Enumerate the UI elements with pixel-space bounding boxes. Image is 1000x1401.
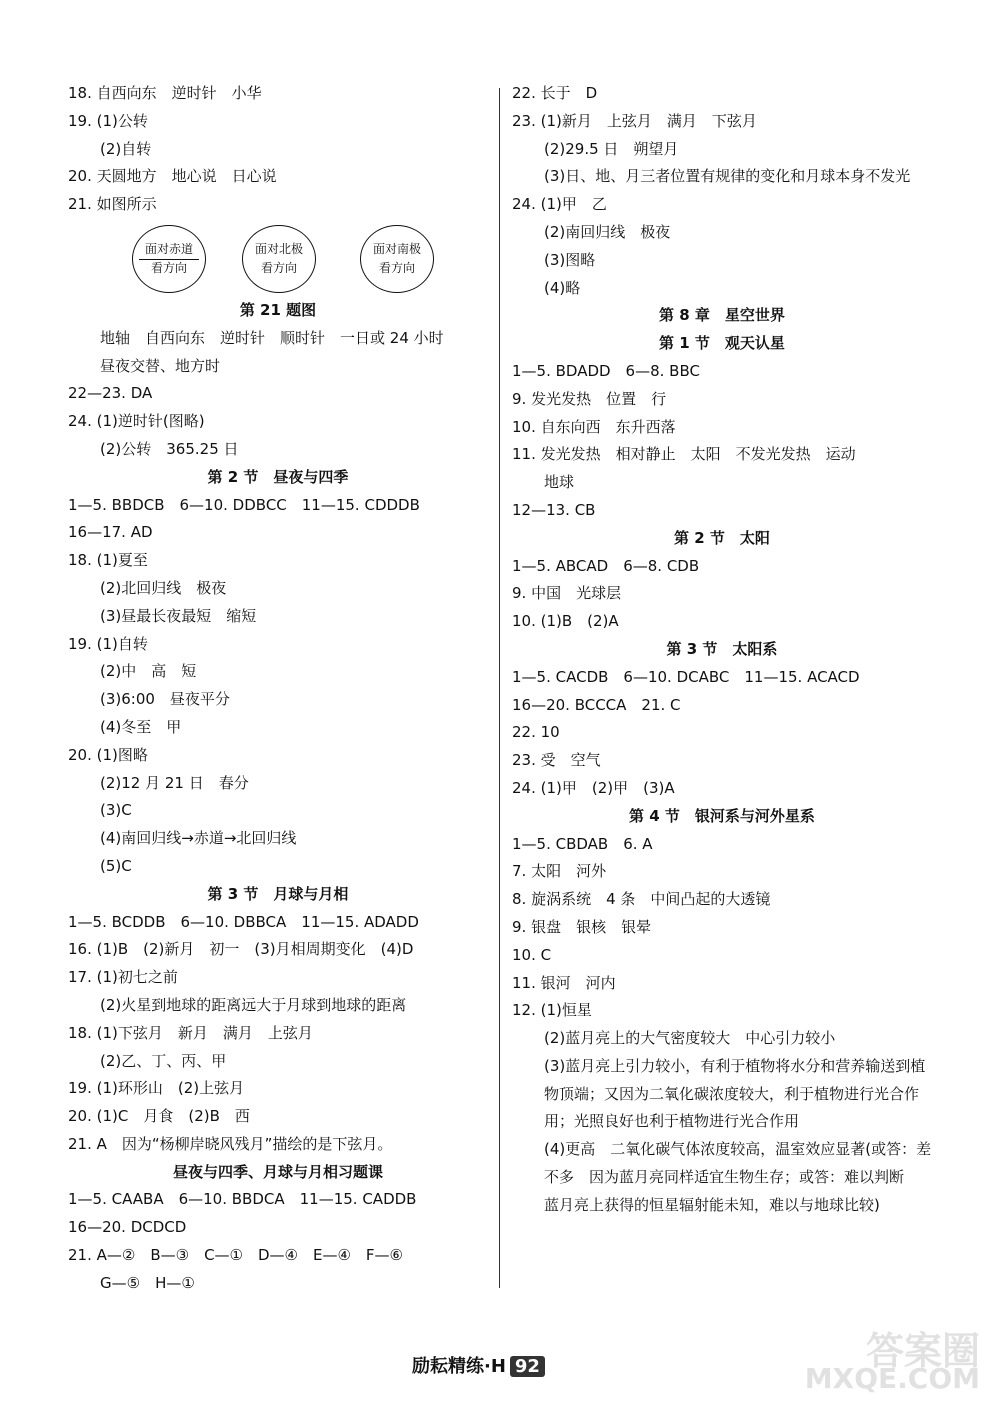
answer-line: 22—23. DA (68, 384, 153, 403)
answer-line: (5)C (100, 856, 132, 875)
answer-line: (2)蓝月亮上的大气密度较大 中心引力较小 (544, 1029, 836, 1048)
answer-line: 9. 发光发热 位置 行 (512, 389, 667, 408)
answer-line: 10. 自东向西 东升西落 (512, 417, 676, 436)
watermark-logo: 答案圈 (865, 1329, 980, 1373)
answer-line: 18. (1)下弦月 新月 满月 上弦月 (68, 1023, 313, 1042)
answer-line: 21. A 因为“杨柳岸晓风残月”描绘的是下弦月。 (68, 1134, 393, 1153)
answer-line: G—⑤ H—① (100, 1273, 195, 1292)
section-heading: 第 2 节 昼夜与四季 (207, 467, 349, 486)
answer-line: 11. 银河 河内 (512, 973, 616, 992)
answer-line: 1—5. BCDDB 6—10. DBBCA 11—15. ADADD (68, 912, 419, 931)
answer-line: 20. (1)C 月食 (2)B 西 (68, 1107, 250, 1126)
answer-line: (2)自转 (100, 139, 152, 158)
answer-line: 16—20. DCDCD (68, 1218, 187, 1237)
answer-line: 16—20. BCCCA 21. C (512, 695, 681, 714)
answer-line: 1—5. CBDAB 6. A (512, 834, 653, 853)
circle-label: 看方向 (260, 260, 297, 275)
answer-line: (4)南回归线→赤道→北回归线 (100, 829, 297, 848)
column-divider (499, 88, 500, 1288)
answer-line: 20. 天圆地方 地心说 日心说 (68, 167, 277, 186)
answer-line: 9. 中国 光球层 (512, 584, 622, 603)
answer-line: 23. 受 空气 (512, 751, 601, 770)
section-heading: 第 1 节 观天认星 (659, 334, 785, 353)
answer-line: 10. C (512, 945, 552, 964)
answer-line: (3)C (100, 801, 132, 820)
answer-line: 16. (1)B (2)新月 初一 (3)月相周期变化 (4)D (68, 940, 414, 959)
answer-line: 1—5. BBDCB 6—10. DDBCC 11—15. CDDDB (68, 495, 420, 514)
answer-line: 24. (1)甲 乙 (512, 195, 607, 214)
answer-line: 7. 太阳 河外 (512, 862, 607, 881)
section-heading: 第 3 节 月球与月相 (207, 884, 349, 903)
answer-line: (2)南回归线 极夜 (544, 222, 671, 241)
answer-line: 1—5. CAABA 6—10. BBDCA 11—15. CADDB (68, 1190, 417, 1209)
answer-line: 16—17. AD (68, 523, 153, 542)
diagram-circle (132, 225, 206, 293)
answer-line: 9. 银盘 银核 银晕 (512, 917, 652, 936)
diagram-circle (360, 225, 434, 293)
answer-line: 昼夜交替、地方时 (100, 356, 221, 375)
section-heading: 第 21 题图 (239, 300, 317, 319)
answer-line: 地轴 自西向东 逆时针 顺时针 一日或 24 小时 (100, 328, 444, 347)
answer-line: 12. (1)恒星 (512, 1001, 592, 1020)
answer-line: 19. (1)环形山 (2)上弦月 (68, 1079, 245, 1098)
answer-line: (4)更高 二氧化碳气体浓度较高，温室效应显著(或答：差不多 因为蓝月亮同样适宜生物生存；或答：难以判断 蓝月亮上获得的恒星辐射能未知，难以与地球比较) (544, 1140, 932, 1214)
answer-line: 1—5. ABCAD 6—8. CDB (512, 556, 700, 575)
answer-line: (3)图略 (544, 250, 596, 269)
answer-line: 11. 发光发热 相对静止 太阳 不发光发热 运动 (512, 445, 856, 464)
left-column (68, 80, 488, 1298)
answer-line: (2)12 月 21 日 春分 (100, 773, 249, 792)
answer-line: 18. (1)夏至 (68, 551, 148, 570)
rotation-diagram (68, 219, 488, 297)
diagram-circle (242, 225, 316, 293)
answer-line: 8. 旋涡系统 4 条 中间凸起的大透镜 (512, 890, 771, 909)
section-heading: 第 8 章 星空世界 (659, 306, 785, 325)
answer-line: (2)乙、丁、丙、甲 (100, 1051, 227, 1070)
answer-line: (3)日、地、月三者位置有规律的变化和月球本身不发光 (544, 167, 911, 186)
equator-line (139, 259, 199, 260)
section-heading: 第 2 节 太阳 (674, 528, 770, 547)
footer-brand: 励耘精练·H (412, 1356, 506, 1377)
answer-line: 22. 10 (512, 723, 560, 742)
answer-line: 24. (1)甲 (2)甲 (3)A (512, 778, 675, 797)
answer-line: 24. (1)逆时针(图略) (68, 412, 205, 431)
answer-line: 20. (1)图略 (68, 745, 148, 764)
answer-line: 1—5. BDADD 6—8. BBC (512, 361, 700, 380)
circle-label: 面对南极 (372, 241, 421, 256)
answer-line: 10. (1)B (2)A (512, 612, 619, 631)
circle-label: 面对赤道 (144, 241, 193, 256)
answer-line: 地球 (544, 473, 575, 492)
right-column (512, 80, 932, 1220)
answer-line: (2)中 高 短 (100, 662, 197, 681)
circle-label: 面对北极 (254, 241, 303, 256)
answer-line: 19. (1)公转 (68, 111, 148, 130)
answer-line: (4)冬至 甲 (100, 717, 182, 736)
circle-label: 看方向 (378, 260, 415, 275)
section-heading: 昼夜与四季、月球与月相习题课 (172, 1162, 383, 1181)
section-heading: 第 4 节 银河系与河外星系 (629, 806, 815, 825)
answer-line: (3)昼最长夜最短 缩短 (100, 606, 257, 625)
answer-line: 19. (1)自转 (68, 634, 148, 653)
answer-line: (2)29.5 日 朔望月 (544, 139, 679, 158)
answer-line: 12—13. CB (512, 500, 596, 519)
answer-line: (3)蓝月亮上引力较小，有利于植物将水分和营养输送到植物顶端；又因为二氧化碳浓度较大，利于植物进行光合作用；光照良好也利于植物进行光合作用 (544, 1056, 926, 1131)
answer-line: (2)火星到地球的距离远大于月球到地球的距离 (100, 995, 407, 1014)
answer-line: 22. 长于 D (512, 84, 598, 102)
circle-label: 看方向 (150, 260, 187, 275)
answer-line: (2)北回归线 极夜 (100, 578, 227, 597)
page-footer (412, 1352, 545, 1378)
answer-line: (2)公转 365.25 日 (100, 439, 239, 458)
answer-line: 21. A—② B—③ C—① D—④ E—④ F—⑥ (68, 1246, 403, 1265)
answer-line: (3)6:00 昼夜平分 (100, 690, 230, 709)
section-heading: 第 3 节 太阳系 (666, 639, 778, 658)
answer-line: 18. 自西向东 逆时针 小华 (68, 84, 262, 102)
page-number: 92 (510, 1356, 545, 1377)
answer-line: 23. (1)新月 上弦月 满月 下弦月 (512, 111, 757, 130)
answer-line: 1—5. CACDB 6—10. DCABC 11—15. ACACD (512, 667, 860, 686)
answer-line: (4)略 (544, 278, 581, 297)
answer-line: 17. (1)初七之前 (68, 968, 178, 987)
watermark-url: MXQE.COM (804, 1362, 980, 1395)
answer-line: 21. 如图所示 (68, 195, 157, 214)
